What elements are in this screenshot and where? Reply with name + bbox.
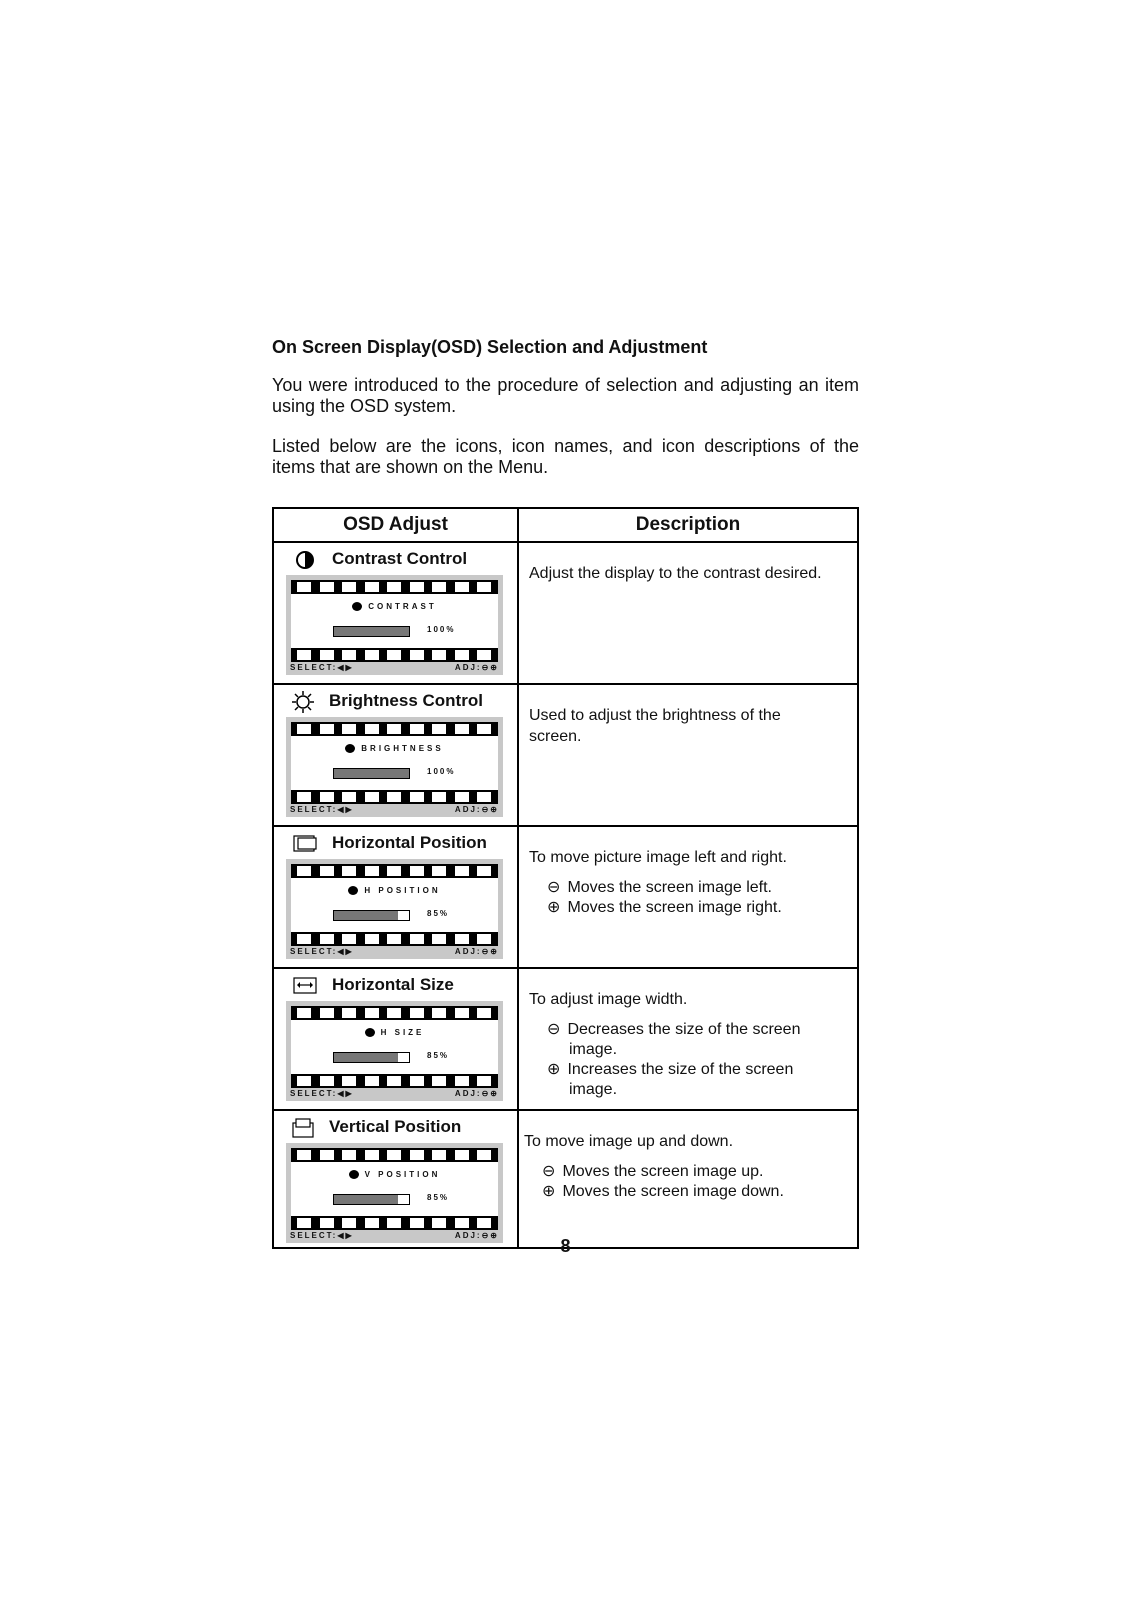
osd-level-value: 100%	[427, 625, 456, 634]
osd-menu-icon	[320, 1150, 334, 1160]
osd-menu-icon	[320, 792, 334, 802]
osd-menu-icon	[342, 792, 356, 802]
osd-menu-icon	[432, 934, 446, 944]
osd-menu-icon	[320, 724, 334, 734]
plus-icon: ⊕	[547, 899, 561, 916]
description-text: Adjust the display to the contrast desired.	[529, 565, 822, 582]
osd-menu-icon	[365, 1218, 379, 1228]
osd-item-label: CONTRAST	[291, 602, 498, 611]
listed-paragraph: Listed below are the icons, icon names, and icon descriptions of the items that are shown on the Menu.	[272, 436, 859, 477]
osd-menu-icon	[342, 866, 356, 876]
osd-menu-screenshot	[286, 717, 503, 817]
osd-item-icon	[348, 886, 358, 895]
osd-level-fill	[334, 911, 398, 920]
osd-menu-icon	[297, 934, 311, 944]
osd-item-label: H POSITION	[291, 886, 498, 895]
page-number: 8	[560, 1236, 571, 1256]
osd-menu-icon	[455, 1008, 469, 1018]
osd-menu-icon	[455, 934, 469, 944]
osd-level-value: 85%	[427, 1193, 450, 1202]
osd-menu-icon	[432, 866, 446, 876]
minus-icon: ⊖	[547, 1021, 561, 1038]
osd-menu-icon	[297, 1150, 311, 1160]
osd-menu-icon	[365, 1076, 379, 1086]
osd-menu-icon	[342, 1076, 356, 1086]
description-text: To adjust image width.	[529, 991, 688, 1008]
osd-select-hint: SELECT:◀▶	[290, 663, 354, 672]
plus-description-cont: image.	[569, 1081, 618, 1098]
osd-menu-icon	[387, 792, 401, 802]
osd-level-bar	[333, 910, 410, 921]
osd-table	[272, 507, 859, 1249]
osd-menu-panel	[291, 722, 498, 804]
osd-menu-icon	[410, 724, 424, 734]
osd-level-bar	[333, 1052, 410, 1063]
osd-level-value: 100%	[427, 767, 456, 776]
osd-adjust-cell	[274, 969, 517, 1109]
osd-menu-icon	[297, 724, 311, 734]
osd-menu-icon	[410, 866, 424, 876]
osd-menu-icon	[342, 724, 356, 734]
osd-menu-icon	[320, 1008, 334, 1018]
osd-menu-icon	[387, 582, 401, 592]
minus-description: ⊖ Moves the screen image up.	[542, 1163, 764, 1180]
osd-menu-icon	[432, 650, 446, 660]
osd-icon-row-bottom	[291, 932, 498, 946]
osd-menu-icon	[477, 792, 491, 802]
osd-menu-icon	[365, 1150, 379, 1160]
osd-menu-icon	[387, 1076, 401, 1086]
col-header-description: Description	[635, 514, 741, 535]
h-size-icon	[292, 975, 318, 997]
osd-menu-icon	[455, 866, 469, 876]
osd-menu-icon	[410, 934, 424, 944]
osd-menu-screenshot	[286, 1001, 503, 1101]
osd-adjust-hint: ADJ:⊖⊕	[454, 947, 499, 956]
h-position-icon	[292, 833, 318, 855]
osd-menu-icon	[477, 724, 491, 734]
osd-adjust-hint: ADJ:⊖⊕	[454, 1231, 499, 1240]
intro-paragraph: You were introduced to the procedure of selection and adjusting an item using the OSD system.	[272, 375, 859, 416]
osd-level-bar	[333, 1194, 410, 1205]
osd-menu-icon	[477, 1150, 491, 1160]
osd-adjust-hint: ADJ:⊖⊕	[454, 1089, 499, 1098]
osd-item-label: H SIZE	[291, 1028, 498, 1037]
osd-level-fill	[334, 627, 409, 636]
osd-icon-row-top	[291, 864, 498, 878]
minus-icon: ⊖	[547, 879, 561, 896]
plus-description: ⊕ Moves the screen image right.	[547, 899, 782, 916]
osd-menu-icon	[297, 1218, 311, 1228]
osd-menu-icon	[320, 934, 334, 944]
osd-menu-icon	[342, 1218, 356, 1228]
osd-menu-panel	[291, 1148, 498, 1230]
osd-adjust-cell	[274, 685, 517, 825]
osd-menu-icon	[477, 1076, 491, 1086]
osd-menu-icon	[320, 650, 334, 660]
osd-menu-icon	[477, 934, 491, 944]
description-cell	[519, 827, 857, 967]
osd-menu-icon	[432, 1008, 446, 1018]
osd-menu-icon	[432, 1076, 446, 1086]
osd-icon-row-top	[291, 580, 498, 594]
contrast-icon	[292, 549, 318, 571]
osd-menu-icon	[297, 866, 311, 876]
page-heading: On Screen Display(OSD) Selection and Adjustment	[272, 337, 708, 357]
osd-level-fill	[334, 769, 409, 778]
osd-item-title: Vertical Position	[329, 1117, 462, 1136]
osd-menu-icon	[320, 582, 334, 592]
osd-menu-panel	[291, 580, 498, 662]
osd-menu-icon	[297, 582, 311, 592]
osd-menu-icon	[342, 934, 356, 944]
osd-menu-icon	[455, 724, 469, 734]
osd-menu-icon	[477, 866, 491, 876]
osd-menu-icon	[387, 1218, 401, 1228]
osd-menu-icon	[365, 724, 379, 734]
osd-menu-icon	[365, 582, 379, 592]
osd-adjust-cell	[274, 543, 517, 683]
osd-icon-row-bottom	[291, 1074, 498, 1088]
osd-menu-icon	[477, 1218, 491, 1228]
osd-menu-icon	[387, 1150, 401, 1160]
plus-icon: ⊕	[542, 1183, 556, 1200]
osd-item-title: Horizontal Size	[332, 975, 454, 994]
osd-menu-icon	[410, 650, 424, 660]
osd-icon-row-bottom	[291, 1216, 498, 1230]
v-position-icon	[290, 1117, 316, 1139]
osd-menu-icon	[477, 1008, 491, 1018]
osd-icon-row-top	[291, 1006, 498, 1020]
osd-adjust-cell	[274, 827, 517, 967]
osd-level-bar	[333, 626, 410, 637]
osd-menu-icon	[455, 582, 469, 592]
osd-menu-icon	[455, 650, 469, 660]
osd-menu-icon	[365, 934, 379, 944]
osd-menu-icon	[432, 582, 446, 592]
description-cell	[519, 685, 857, 825]
plus-description: ⊕ Moves the screen image down.	[542, 1183, 784, 1200]
osd-menu-icon	[455, 1218, 469, 1228]
description-cell	[519, 1111, 857, 1251]
osd-menu-icon	[410, 1076, 424, 1086]
osd-menu-icon	[410, 1150, 424, 1160]
osd-menu-icon	[342, 1150, 356, 1160]
osd-menu-icon	[432, 1150, 446, 1160]
osd-menu-icon	[410, 1008, 424, 1018]
osd-item-icon	[352, 602, 362, 611]
minus-description: ⊖ Decreases the size of the screen	[547, 1021, 801, 1038]
osd-menu-icon	[432, 792, 446, 802]
brightness-icon	[290, 691, 316, 713]
osd-level-value: 85%	[427, 1051, 450, 1060]
osd-item-title: Brightness Control	[329, 691, 483, 710]
osd-item-title: Contrast Control	[332, 549, 468, 568]
osd-menu-icon	[455, 1076, 469, 1086]
osd-item-icon	[345, 744, 355, 753]
osd-menu-icon	[342, 650, 356, 660]
osd-menu-icon	[387, 650, 401, 660]
osd-adjust-hint: ADJ:⊖⊕	[454, 663, 499, 672]
plus-description: ⊕ Increases the size of the screen	[547, 1061, 794, 1078]
osd-icon-row-bottom	[291, 790, 498, 804]
osd-icon-row-bottom	[291, 648, 498, 662]
osd-adjust-hint: ADJ:⊖⊕	[454, 805, 499, 814]
osd-menu-icon	[387, 1008, 401, 1018]
osd-menu-icon	[342, 1008, 356, 1018]
osd-icon-row-top	[291, 722, 498, 736]
osd-menu-icon	[455, 792, 469, 802]
osd-item-label: V POSITION	[291, 1170, 498, 1179]
minus-icon: ⊖	[542, 1163, 556, 1180]
description-text: To move image up and down.	[524, 1133, 734, 1150]
col-header-osd-adjust: OSD Adjust	[343, 514, 448, 535]
osd-menu-icon	[365, 792, 379, 802]
osd-menu-icon	[477, 650, 491, 660]
osd-level-value: 85%	[427, 909, 450, 918]
osd-menu-screenshot	[286, 1143, 503, 1243]
osd-menu-icon	[320, 866, 334, 876]
osd-item-icon	[365, 1028, 375, 1037]
description-cell	[519, 543, 857, 683]
osd-menu-icon	[365, 866, 379, 876]
osd-item-title: Horizontal Position	[332, 833, 487, 852]
osd-adjust-cell	[274, 1111, 517, 1251]
description-text: Used to adjust the brightness of the	[529, 707, 781, 724]
osd-level-bar	[333, 768, 410, 779]
osd-menu-icon	[387, 934, 401, 944]
osd-level-fill	[334, 1053, 398, 1062]
osd-select-hint: SELECT:◀▶	[290, 947, 354, 956]
osd-menu-panel	[291, 864, 498, 946]
osd-item-label: BRIGHTNESS	[291, 744, 498, 753]
osd-menu-icon	[365, 1008, 379, 1018]
description-text: screen.	[529, 728, 582, 745]
osd-select-hint: SELECT:◀▶	[290, 1231, 354, 1240]
osd-menu-icon	[455, 1150, 469, 1160]
osd-menu-icon	[387, 724, 401, 734]
osd-menu-icon	[297, 650, 311, 660]
osd-menu-panel	[291, 1006, 498, 1088]
osd-menu-icon	[297, 1076, 311, 1086]
osd-menu-screenshot	[286, 575, 503, 675]
description-cell	[519, 969, 857, 1109]
osd-menu-icon	[320, 1076, 334, 1086]
osd-select-hint: SELECT:◀▶	[290, 1089, 354, 1098]
osd-menu-icon	[477, 582, 491, 592]
osd-icon-row-top	[291, 1148, 498, 1162]
minus-description: ⊖ Moves the screen image left.	[547, 879, 772, 896]
osd-menu-icon	[410, 1218, 424, 1228]
description-text: To move picture image left and right.	[529, 849, 787, 866]
osd-menu-icon	[387, 866, 401, 876]
osd-menu-icon	[365, 650, 379, 660]
plus-icon: ⊕	[547, 1061, 561, 1078]
minus-description-cont: image.	[569, 1041, 618, 1058]
osd-level-fill	[334, 1195, 398, 1204]
osd-menu-icon	[342, 582, 356, 592]
osd-menu-icon	[410, 582, 424, 592]
osd-menu-screenshot	[286, 859, 503, 959]
osd-menu-icon	[297, 792, 311, 802]
osd-menu-icon	[297, 1008, 311, 1018]
osd-menu-icon	[432, 1218, 446, 1228]
osd-menu-icon	[320, 1218, 334, 1228]
osd-menu-icon	[410, 792, 424, 802]
osd-item-icon	[349, 1170, 359, 1179]
osd-select-hint: SELECT:◀▶	[290, 805, 354, 814]
osd-menu-icon	[432, 724, 446, 734]
